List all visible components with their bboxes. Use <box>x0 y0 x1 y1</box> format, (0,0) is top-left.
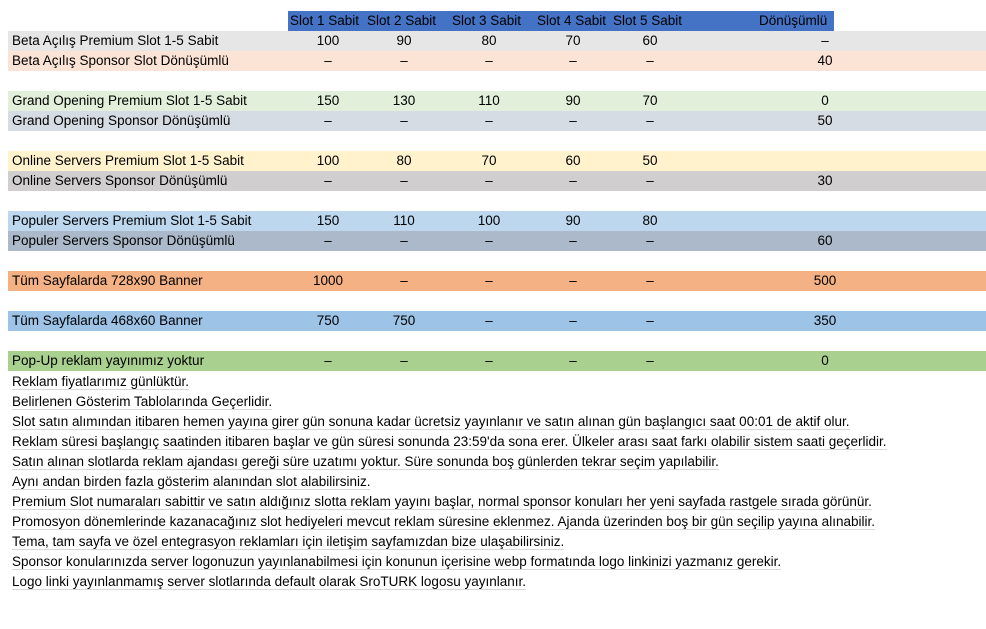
header-slot-4: Slot 4 Sabit <box>537 13 607 28</box>
note-line <box>12 432 887 452</box>
row-label: Online Servers Sponsor Dönüşümlü <box>12 173 228 188</box>
table-row <box>8 351 986 371</box>
note-line <box>12 452 887 472</box>
slot-2-price: 90 <box>396 33 412 48</box>
slot-3-price: – <box>485 53 493 68</box>
slot-1-price: – <box>324 113 332 128</box>
rotating-price <box>790 151 860 171</box>
slot-1-price: 150 <box>316 213 340 228</box>
slot-2-price: 110 <box>393 213 415 228</box>
slot-5-price: – <box>646 173 654 188</box>
note-text: Satın alınan slotlarda reklam ajandası gereği süre uzatımı yoktur. Süre sonunda boş günlerden tekrar seçim yapılabilir. <box>12 454 719 469</box>
slot-2-price: – <box>400 53 408 68</box>
slot-1-price: 1000 <box>312 273 344 288</box>
slot-1-price: – <box>324 353 332 368</box>
note-line <box>12 472 887 492</box>
note-line <box>12 512 887 532</box>
slot-4-price: – <box>569 173 577 188</box>
row-label: Pop-Up reklam yayınımız yoktur <box>12 353 205 368</box>
slot-4-price: – <box>569 273 577 288</box>
slot-3-price: 80 <box>481 33 497 48</box>
slot-2-price: – <box>400 233 408 248</box>
table-row <box>8 111 986 131</box>
note-text: Logo linki yayınlanmamış server slotlarında default olarak SroTURK logosu yayınlanır. <box>12 574 526 589</box>
row-label: Grand Opening Sponsor Dönüşümlü <box>12 113 231 128</box>
header-rotating: Dönüşümlü <box>759 13 828 28</box>
note-text: Aynı andan birden fazla gösterim alanından slot alabilirsiniz. <box>12 474 371 489</box>
rotating-price: – <box>821 33 829 48</box>
slot-1-price: 100 <box>316 33 340 48</box>
rotating-price: 30 <box>817 173 833 188</box>
slot-5-price: 70 <box>642 93 658 108</box>
row-label: Online Servers Premium Slot 1-5 Sabit <box>12 153 244 168</box>
slot-2-price: 130 <box>392 93 416 108</box>
slot-3-price: – <box>485 313 493 328</box>
slot-4-price: – <box>569 233 577 248</box>
slot-3-price: 110 <box>478 93 500 108</box>
header-slot-2: Slot 2 Sabit <box>367 13 437 28</box>
table-row <box>8 311 986 331</box>
slot-1-price: 150 <box>316 93 340 108</box>
slot-4-price: – <box>569 53 577 68</box>
slot-1-price: 100 <box>316 153 340 168</box>
row-label: Beta Açılış Premium Slot 1-5 Sabit <box>12 33 219 48</box>
slot-4-price: – <box>569 313 577 328</box>
slot-5-price: – <box>646 313 654 328</box>
slot-5-price: – <box>646 233 654 248</box>
slot-4-price: – <box>569 113 577 128</box>
slot-5-price: 50 <box>642 153 658 168</box>
note-text: Sponsor konularınızda server logonuzun yayınlanabilmesi için konunun içerisine webp formatında logo linkinizi yazmanız gerekir. <box>12 554 782 569</box>
slot-1-price: – <box>324 53 332 68</box>
slot-3-price: 100 <box>477 213 501 228</box>
rotating-price <box>790 211 860 231</box>
table-row <box>8 51 986 71</box>
rotating-price: 60 <box>817 233 833 248</box>
notes-list <box>12 372 887 592</box>
note-line <box>12 372 887 392</box>
note-text: Premium Slot numaraları sabittir ve satın aldığınız slotta reklam yayını başlar, normal sponsor konuları her yeni sayfada rastgele sırada görünür. <box>12 494 872 509</box>
row-label: Grand Opening Premium Slot 1-5 Sabit <box>12 93 247 108</box>
rotating-price: 50 <box>817 113 833 128</box>
slot-3-price: – <box>485 113 493 128</box>
note-line <box>12 412 887 432</box>
slot-3-price: – <box>485 173 493 188</box>
row-label: Populer Servers Sponsor Dönüşümlü <box>12 233 235 248</box>
slot-5-price: – <box>646 53 654 68</box>
row-label: Beta Açılış Sponsor Slot Dönüşümlü <box>12 53 229 68</box>
slot-5-price: – <box>646 113 654 128</box>
slot-4-price: 60 <box>565 153 581 168</box>
table-row <box>8 31 986 51</box>
slot-3-price: 70 <box>481 153 497 168</box>
row-label: Populer Servers Premium Slot 1-5 Sabit <box>12 213 252 228</box>
note-text: Reklam fiyatlarımız günlüktür. <box>12 374 190 389</box>
note-text: Belirlenen Gösterim Tablolarında Geçerlidir. <box>12 394 273 409</box>
note-line <box>12 572 887 592</box>
slot-1-price: – <box>324 233 332 248</box>
slot-3-price: – <box>485 353 493 368</box>
note-text: Slot satın alımından itibaren hemen yayına girer gün sonuna kadar ücretsiz yayınlanır ve satın alınan gün başlangıcı saat 00:01 de aktif olur. <box>12 414 850 429</box>
slot-1-price: – <box>324 173 332 188</box>
table-row <box>8 211 986 231</box>
slot-2-price: – <box>400 113 408 128</box>
rotating-price: 500 <box>813 273 837 288</box>
slot-2-price: – <box>400 273 408 288</box>
slot-3-price: – <box>485 233 493 248</box>
slot-2-price: – <box>400 353 408 368</box>
slot-5-price: 80 <box>642 213 658 228</box>
slot-2-price: – <box>400 173 408 188</box>
slot-5-price: – <box>646 353 654 368</box>
note-text: Reklam süresi başlangıç saatinden itibaren başlar ve gün süresi sonunda 23:59'da sona erer. Ülkeler arası saat farkı olabilir sistem saati geçerlidir. <box>12 434 887 449</box>
note-line <box>12 492 887 512</box>
table-row <box>8 151 986 171</box>
header-slot-3: Slot 3 Sabit <box>452 13 522 28</box>
note-text: Tema, tam sayfa ve özel entegrasyon reklamları için iletişim sayfamızdan bize ulaşabilirsiniz. <box>12 534 565 549</box>
rotating-price: 0 <box>821 93 829 108</box>
slot-5-price: – <box>646 273 654 288</box>
note-line <box>12 392 887 412</box>
row-label: Tüm Sayfalarda 468x60 Banner <box>12 313 203 328</box>
rotating-price: 0 <box>821 353 829 368</box>
table-row <box>8 231 986 251</box>
header-slot-5: Slot 5 Sabit <box>613 13 683 28</box>
rotating-price: 350 <box>813 313 837 328</box>
slot-1-price: 750 <box>316 313 340 328</box>
row-label: Tüm Sayfalarda 728x90 Banner <box>12 273 203 288</box>
table-row <box>8 271 986 291</box>
slot-4-price: 70 <box>565 33 581 48</box>
note-text: Promosyon dönemlerinde kazanacağınız slot hediyeleri mevcut reklam süresine eklenmez. Ajanda üzerinden boş bir gün seçilip yayına alınabilir. <box>12 514 875 529</box>
slot-4-price: 90 <box>565 213 581 228</box>
slot-2-price: 750 <box>392 313 416 328</box>
table-row <box>8 91 986 111</box>
table-header <box>288 11 834 31</box>
rotating-price: 40 <box>817 53 833 68</box>
note-line <box>12 552 887 572</box>
table-row <box>8 171 986 191</box>
slot-4-price: – <box>569 353 577 368</box>
slot-2-price: 80 <box>396 153 412 168</box>
note-line <box>12 532 887 552</box>
header-slot-1: Slot 1 Sabit <box>290 13 360 28</box>
slot-3-price: – <box>485 273 493 288</box>
slot-4-price: 90 <box>565 93 581 108</box>
slot-5-price: 60 <box>642 33 658 48</box>
